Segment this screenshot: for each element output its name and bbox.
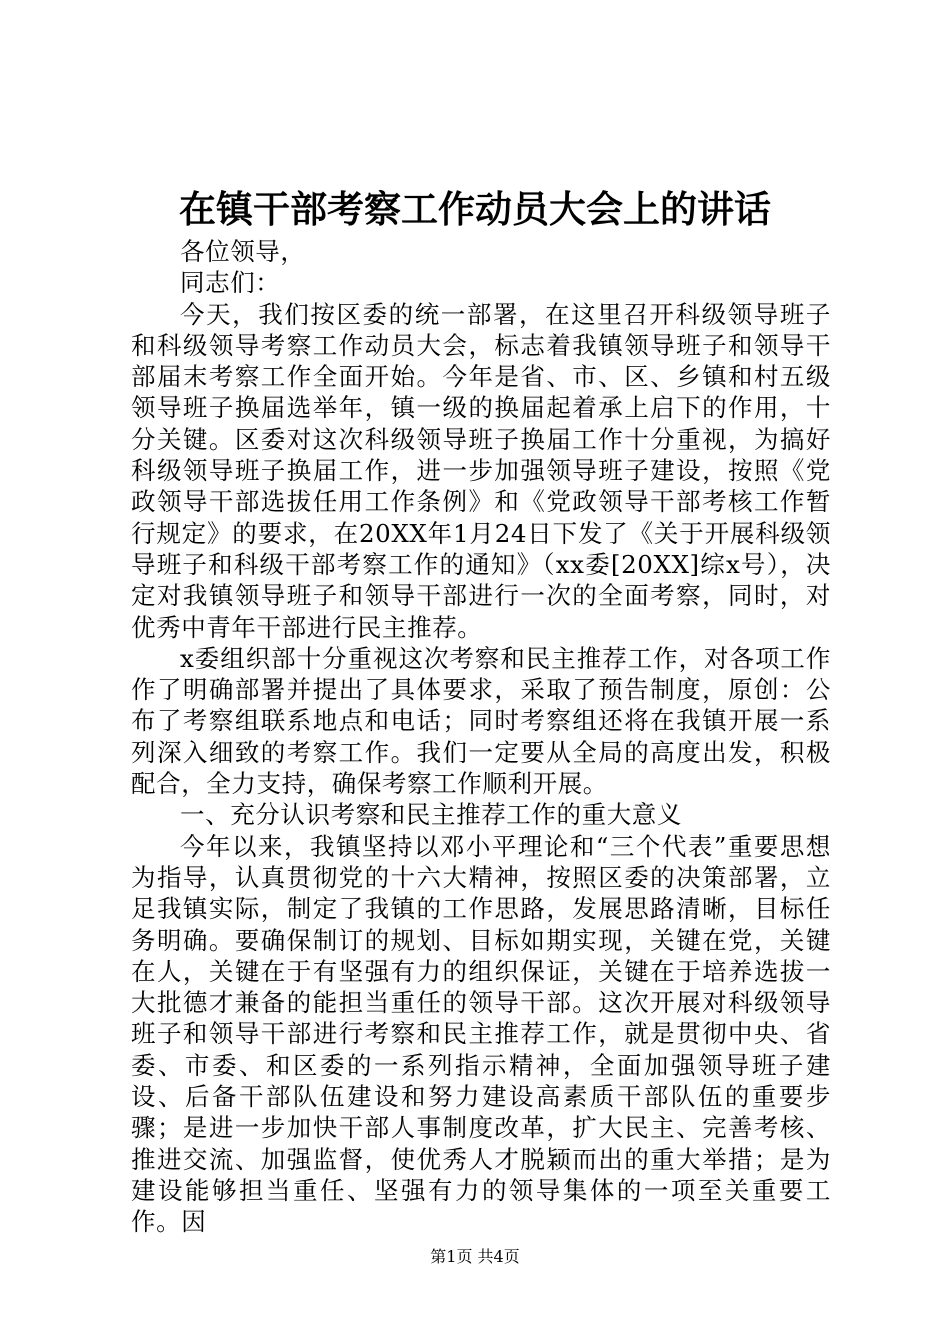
document-body [131,236,831,1238]
page-footer: 第1页 共4页 [430,1247,520,1266]
paragraph-significance: 今年以来，我镇坚持以邓小平理论和“三个代表”重要思想为指导，认真贯彻党的十六大精神，按照区委的决策部署，立足我镇实际，制定了我镇的工作思路，发展思路清晰，目标任务明确。要确保制订的规划、目标如期实现，关键在党，关键在人，关键在于有坚强有力的组织保证，关键在于培养选拔一大批德才兼备的能担当重任的领导干部。这次开展对科级领导班子和领导干部进行考察和民主推荐工作，就是贯彻中央、省委、市委、和区委的一系列指示精神，全面加强领导班子建设、后备干部队伍建设和努力建设高素质干部队伍的重要步骤；是进一步加快干部人事制度改革，扩大民主、完善考核、推进交流、加强监督，使优秀人才脱颖而出的重大举措；是为建设能够担当重任、坚强有力的领导集体的一项至关重要工作。因 [131,831,831,1237]
paragraph-organization: x委组织部十分重视这次考察和民主推荐工作，对各项工作作了明确部署并提出了具体要求，采取了预告制度，原创：公布了考察组联系地点和电话；同时考察组还将在我镇开展一系列深入细致的考察工作。我们一定要从全局的高度出发，积极配合，全力支持，确保考察工作顺利开展。 [131,643,831,799]
document-title: 在镇干部考察工作动员大会上的讲话 [179,187,771,231]
section-heading-1: 一、充分认识考察和民主推荐工作的重大意义 [180,800,682,830]
paragraph-intro: 今天，我们按区委的统一部署，在这里召开科级领导班子和科级领导考察工作动员大会，标志着我镇领导班子和领导干部届末考察工作全面开始。今年是省、市、区、乡镇和村五级领导班子换届选举年，镇一级的换届起着承上启下的作用，十分关键。区委对这次科级领导班子换届工作十分重视，为搞好科级领导班子换届工作，进一步加强领导班子建设，按照《党政领导干部选拔任用工作条例》和《党政领导干部考核工作暂行规定》的要求，在20XX年1月24日下发了《关于开展科级领导班子和科级干部考察工作的通知》（xx委[20XX]综x号），决定对我镇领导班子和领导干部进行一次的全面考察，同时，对优秀中青年干部进行民主推荐。 [131,299,831,642]
salutation-comrades: 同志们： [180,268,281,298]
salutation-leaders: 各位领导， [180,237,306,266]
